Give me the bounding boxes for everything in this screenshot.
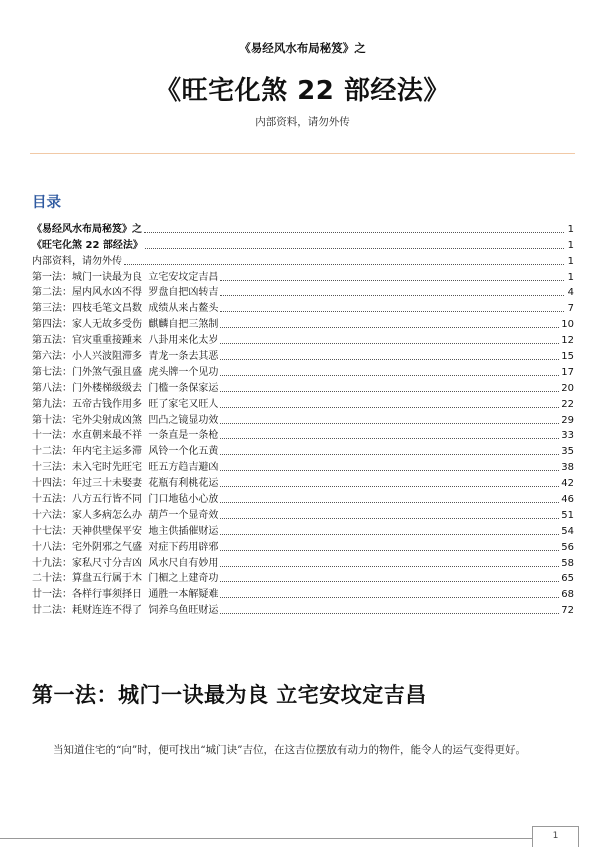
toc-entry-title: 第六法：小人兴波阻滞多 青龙一条去其恶 [32, 351, 219, 363]
toc-entry-page: 10 [561, 319, 574, 331]
toc-entry-title: 十一法：水直朝来最不祥 一条直是一条枪 [32, 430, 219, 442]
toc-entry[interactable] [32, 585, 574, 601]
toc-entry[interactable] [32, 506, 574, 522]
toc-entry-page: 12 [561, 335, 574, 347]
toc-entry-page: 22 [561, 398, 574, 410]
toc-entry-page: 54 [561, 525, 574, 537]
toc-entry-title: 二十法：算盘五行属于木 门楣之上建奇功 [32, 573, 219, 585]
table-of-contents [32, 220, 574, 617]
toc-entry-title: 第九法：五帝古钱作用多 旺了家宅又旺人 [32, 398, 219, 410]
toc-entry-page: 58 [561, 557, 574, 569]
toc-entry-title: 十四法：年过三十未娶妻 花瓶有利桃花运 [32, 478, 219, 490]
toc-entry[interactable] [32, 411, 574, 427]
toc-entry[interactable] [32, 315, 574, 331]
toc-entry-title: 《旺宅化煞 22 部经法》 [32, 239, 143, 251]
toc-entry-page: 46 [561, 494, 574, 506]
toc-entry-title: 内部资料，请勿外传 [32, 255, 122, 267]
toc-leader-dots [220, 469, 559, 471]
toc-entry[interactable] [32, 570, 574, 586]
toc-leader-dots [220, 342, 559, 344]
toc-leader-dots [220, 326, 559, 328]
toc-entry[interactable] [32, 284, 574, 300]
toc-leader-dots [220, 596, 559, 598]
toc-leader-dots [220, 310, 564, 312]
toc-entry-title: 第三法：四枝毛笔文昌数 成绩从来占鳌头 [32, 303, 219, 315]
section-heading: 第一法：城门一诀最为良 立宅安坟定吉昌 [32, 683, 427, 707]
toc-entry-title: 第二法：屋内风水凶不得 罗盘自把凶转吉 [32, 287, 219, 299]
toc-leader-dots [220, 279, 564, 281]
toc-entry-page: 35 [561, 446, 574, 458]
toc-entry[interactable] [32, 268, 574, 284]
toc-leader-dots [220, 453, 559, 455]
toc-leader-dots [220, 517, 559, 519]
toc-entry-page: 1 [567, 271, 574, 283]
toc-entry[interactable] [32, 522, 574, 538]
page-number: 1 [532, 826, 579, 847]
toc-leader-dots [220, 580, 559, 582]
toc-entry[interactable] [32, 554, 574, 570]
toc-leader-dots [145, 247, 564, 249]
toc-entry-page: 51 [561, 509, 574, 521]
toc-entry-page: 1 [567, 255, 574, 267]
toc-entry-title: 十二法：年内宅主运多滞 风铃一个化五黄 [32, 446, 219, 458]
document-title: 《旺宅化煞 22 部经法》 [155, 76, 450, 106]
document-subtitle: 内部资料，请勿外传 [255, 116, 350, 128]
toc-entry-page: 72 [561, 605, 574, 617]
toc-entry-title: 十八法：宅外阴邪之气盛 对症下药用辟邪 [32, 541, 219, 553]
toc-entry[interactable] [32, 442, 574, 458]
toc-entry[interactable] [32, 601, 574, 617]
toc-entry-title: 第十法：宅外尖射成凶煞 凹凸之镜显功效 [32, 414, 219, 426]
toc-entry[interactable] [32, 490, 574, 506]
toc-entry[interactable] [32, 220, 574, 236]
toc-entry-page: 33 [561, 430, 574, 442]
toc-entry-page: 1 [567, 239, 574, 251]
toc-entry[interactable] [32, 379, 574, 395]
toc-entry[interactable] [32, 331, 574, 347]
toc-entry[interactable] [32, 363, 574, 379]
toc-entry[interactable] [32, 299, 574, 315]
toc-leader-dots [220, 406, 559, 408]
toc-entry-page: 29 [561, 414, 574, 426]
toc-entry-title: 第八法：门外楼梯级级去 门槛一条保家运 [32, 382, 219, 394]
toc-entry-page: 4 [567, 287, 574, 299]
toc-leader-dots [144, 231, 564, 233]
footer-divider [0, 838, 532, 839]
toc-entry-title: 第七法：门外煞气强且盛 虎头牌一个见功 [32, 366, 219, 378]
toc-entry-title: 《易经风水布局秘笈》之 [32, 223, 142, 235]
toc-leader-dots [220, 390, 559, 392]
toc-leader-dots [220, 358, 559, 360]
toc-leader-dots [220, 533, 559, 535]
toc-leader-dots [220, 294, 564, 296]
toc-entry[interactable] [32, 236, 574, 252]
toc-leader-dots [124, 263, 564, 265]
toc-entry-title: 第四法：家人无故多受伤 麒麟自把三煞制 [32, 319, 219, 331]
toc-leader-dots [220, 485, 559, 487]
toc-leader-dots [220, 612, 559, 614]
header-divider [30, 153, 575, 154]
toc-entry-title: 廿一法：各样行事须择日 通胜一本解疑难 [32, 589, 219, 601]
section-paragraph: 当知道住宅的“向”时，便可找出“城门诀”吉位，在这吉位摆放有动力的物件，能令人的运气变得更好。 [53, 744, 526, 756]
toc-leader-dots [220, 437, 559, 439]
toc-entry[interactable] [32, 474, 574, 490]
toc-leader-dots [220, 501, 559, 503]
toc-entry-title: 第一法：城门一诀最为良 立宅安坟定吉昌 [32, 271, 219, 283]
series-title: 《易经风水布局秘笈》之 [239, 41, 366, 55]
toc-leader-dots [220, 565, 559, 567]
toc-entry-page: 7 [567, 303, 574, 315]
toc-entry-title: 十三法：未入宅时先旺宅 旺五方趋吉避凶 [32, 462, 219, 474]
toc-entry[interactable] [32, 427, 574, 443]
toc-leader-dots [220, 374, 559, 376]
toc-entry-title: 十五法：八方五行皆不同 门口地毡小心放 [32, 494, 219, 506]
toc-entry-page: 65 [561, 573, 574, 585]
toc-heading: 目录 [32, 195, 61, 211]
toc-entry-title: 廿二法：耗财连连不得了 饲养乌鱼旺财运 [32, 605, 219, 617]
toc-entry-title: 十七法：天神供壁保平安 地主供插催财运 [32, 525, 219, 537]
toc-leader-dots [220, 422, 559, 424]
toc-entry[interactable] [32, 252, 574, 268]
toc-entry[interactable] [32, 538, 574, 554]
toc-entry-page: 68 [561, 589, 574, 601]
toc-entry-page: 38 [561, 462, 574, 474]
toc-entry-page: 17 [561, 366, 574, 378]
toc-entry-title: 十六法：家人多病怎么办 葫芦一个显奇效 [32, 509, 219, 521]
toc-entry-title: 第五法：官灾重重接踵来 八卦用来化太岁 [32, 335, 219, 347]
toc-entry[interactable] [32, 347, 574, 363]
toc-entry[interactable] [32, 395, 574, 411]
toc-entry-page: 20 [561, 382, 574, 394]
toc-entry-page: 1 [567, 223, 574, 235]
toc-entry-page: 15 [561, 351, 574, 363]
toc-leader-dots [220, 549, 559, 551]
toc-entry[interactable] [32, 458, 574, 474]
toc-entry-page: 42 [561, 478, 574, 490]
toc-entry-page: 56 [561, 541, 574, 553]
toc-entry-title: 十九法：家私尺寸分吉凶 风水尺自有妙用 [32, 557, 219, 569]
